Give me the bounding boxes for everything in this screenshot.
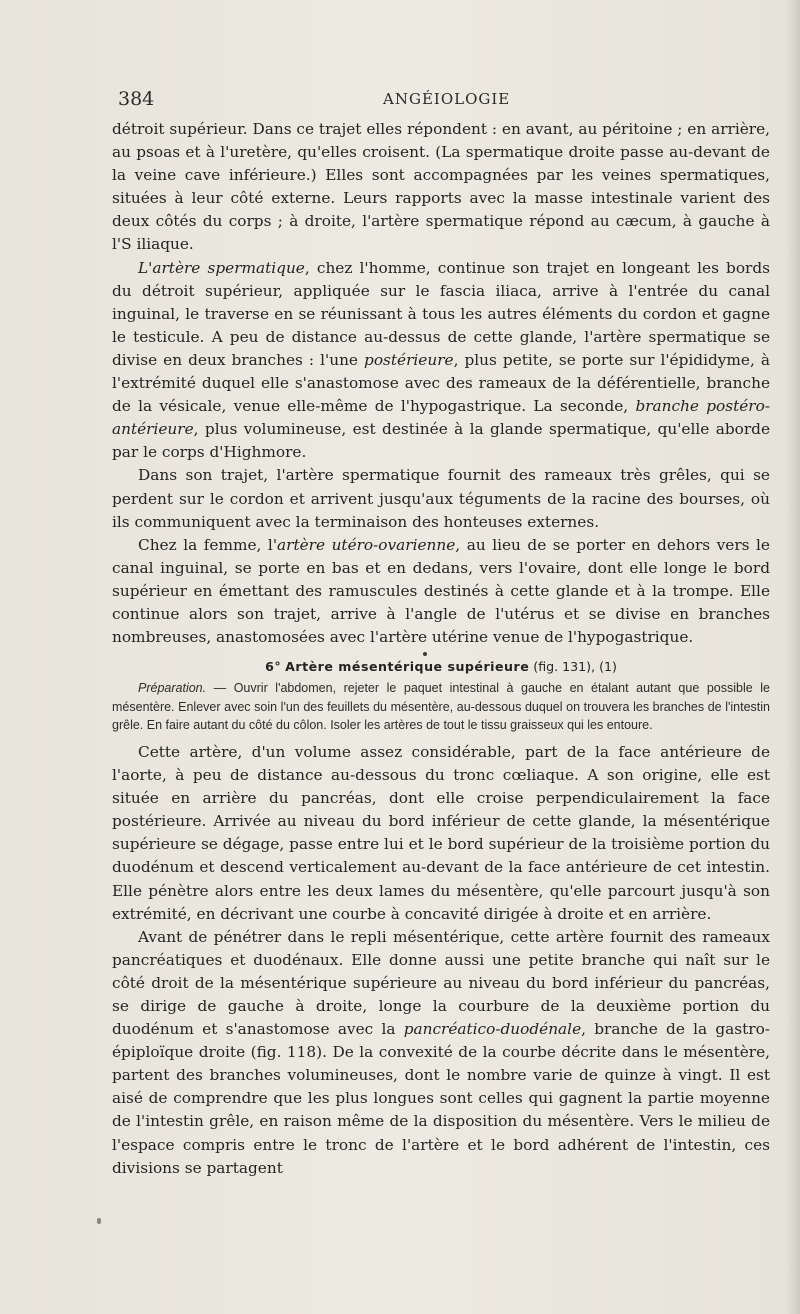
paragraph-spermatic-trajet	[112, 464, 770, 533]
preparation-label: Préparation.	[138, 681, 207, 696]
print-speck	[423, 652, 427, 656]
paragraph-mesenterique-origine	[112, 741, 770, 926]
paragraph-spermatic-homme	[112, 257, 770, 465]
emphasis-term: artère utéro-ovarienne	[277, 535, 456, 554]
paragraph-text: , chez l'homme, continue son trajet en longeant les bords du détroit supérieur, appliquée sur le fascia iliaca, arrive à l'entrée du canal inguinal, le traverse en se réunissant à tous les autres éléments du cordon et gagne le testicule. A peu de distance au-dessus de cette glande, l'artère spermatique se divise en deux branches : l'une	[112, 258, 771, 369]
paragraph-text: Dans son trajet, l'artère spermatique fournit des rameaux très grêles, qui se perdent sur le cordon et arrivent jusqu'aux téguments de la racine des bourses, où ils communiquent avec la terminaison des honteuses externes.	[112, 466, 770, 531]
paragraph-text: Avant de pénétrer dans le repli mésentérique, cette artère fournit des rameaux pancréatiques et duodénaux. Elle donne aussi une petite branche qui naît sur le côté droit de la mésentérique supérieure au niveau du bord inférieur du pancréas, se dirige de gauche à droite, longe la courbure de la deuxième portion du duodénum et s'anastomose avec la	[112, 927, 770, 1039]
body-text	[112, 118, 770, 1180]
paragraph-text: détroit supérieur. Dans ce trajet elles répondent : en avant, au péritoine ; en arrière, au psoas et à l'uretère, qu'elles croisent. (La spermatique droite passe au-devant de la veine cave inférieure.) Elles sont accompagnées par les veines spermatiques, situées à leur côté externe. Leurs rapports avec la masse intestinale varient des deux côtés du corps ; à droite, l'artère spermatique répond au cæcum, à gauche à l'S iliaque.	[112, 120, 770, 254]
paragraph-text: , branche de la gastro-épiploïque droite (fig. 118). De la convexité de la courbe décrite dans le mésentère, partent des branches volumineuses, dont le nombre varie de quinze à vingt. Il est aisé de comprendre que les plus longues sont celles qui gagnent la partie moyenne de l'intestin grêle, en raison même de la disposition du mésentère. Vers le milieu de l'espace compris entre le tronc de l'artère et le bord adhérent de l'intestin, ces divisions se partagent	[112, 1020, 770, 1177]
section-title: Artère mésentérique supérieure	[285, 659, 530, 675]
emphasis-term: L'artère spermatique	[138, 258, 305, 277]
emphasis-term: postérieure	[364, 350, 454, 369]
emphasis-term: pancréatico-duodénale	[403, 1020, 582, 1039]
paragraph-text: Cette artère, d'un volume assez considérable, part de la face antérieure de l'aorte, à peu de distance au-dessous du tronc cœliaque. A son origine, elle est située en arrière du pancréas, dont elle croise perpendiculairement la face postérieure. Arrivée au niveau du bord inférieur de cette glande, la mésentérique supérieure se dégage, passe entre lui et le bord supérieur de la troisième portion du duodénum et descend verticalement au-devant de la face antérieure de cet intestin. Elle pénètre alors entre les deux lames du mésentère, qu'elle parcourt jusqu'à son extrémité, en décrivant une courbe à concavité dirigée à droite et en arrière.	[112, 742, 770, 923]
paragraph-utero-ovarienne	[112, 534, 770, 649]
preparation-text: — Ouvrir l'abdomen, rejeter le paquet intestinal à gauche en étalant autant que possible le mésentère. Enlever avec soin l'un des feuillets du mésentère, au-dessous duquel on trouvera les branches de l'intestin grêle. En faire autant du côté du côlon. Isoler les artères de tout le tissu graisseux qui les entoure.	[112, 681, 770, 733]
paragraph-text: , plus volumineuse, est destinée à la glande spermatique, qu'elle aborde par le corps d'Highmore.	[112, 420, 770, 462]
paragraph-mesenterique-branches	[112, 926, 770, 1180]
paragraph-text: Chez la femme, l'	[138, 535, 278, 554]
section-heading	[112, 657, 770, 677]
margin-mark	[97, 1218, 101, 1224]
page-number: 384	[118, 88, 155, 110]
page-edge-shadow	[786, 0, 800, 1314]
paragraph-text: , plus petite, se porte sur l'épididyme, à l'extrémité duquel elle s'anastomose avec des rameaux de la déférentielle, branche de la vésicale, venue elle-même de l'hypogastrique. La seconde,	[112, 350, 770, 416]
page-header	[118, 88, 768, 118]
emphasis-term: branche postéro-antérieure	[112, 397, 770, 439]
paragraph-text: , au lieu de se porter en dehors vers le canal inguinal, se porte en bas et en dedans, vers l'ovaire, dont elle longe le bord supérieur en émettant des ramuscules destinés à cette glande et à la trompe. Elle continue alors son trajet, arrive à l'angle de l'utérus et se divise en branches nombreuses, anastomosées avec l'artère utérine venue de l'hypogastrique.	[112, 535, 770, 647]
running-title: ANGÉIOLOGIE	[383, 90, 511, 108]
section-figure-ref: (fig. 131), (1)	[533, 659, 617, 675]
paragraph-spermatic-rapports	[112, 118, 770, 257]
section-number: 6°	[265, 659, 282, 675]
preparation-note	[112, 679, 770, 735]
